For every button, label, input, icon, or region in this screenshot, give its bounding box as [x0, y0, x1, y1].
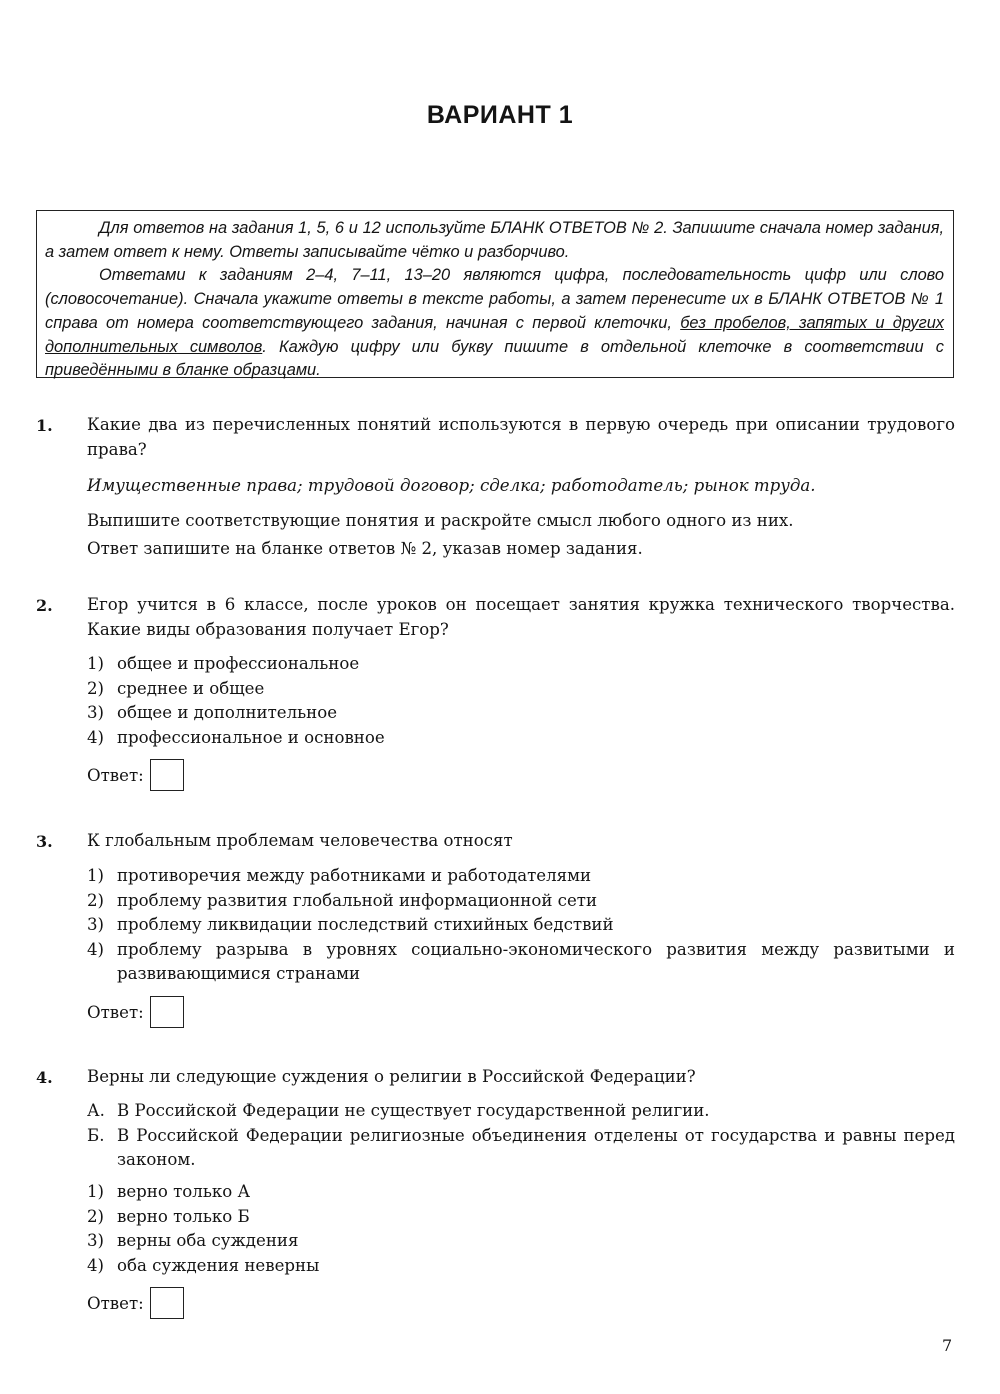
question-2-text — [87, 592, 955, 642]
option-number: 2) — [87, 678, 105, 698]
page-number: 7 — [942, 1336, 953, 1355]
statement-text: В Российской Федерации религиозные объединения отделены от государства и равны перед законом. — [117, 1125, 955, 1169]
question-4-answer — [87, 1287, 184, 1319]
question-3-option — [87, 913, 955, 938]
question-3-prompt: К глобальным проблемам человечества относят — [87, 831, 513, 850]
question-4-options — [87, 1180, 955, 1278]
statement-letter: А. — [87, 1101, 105, 1120]
statement-text: В Российской Федерации не существует государственной религии. — [117, 1101, 710, 1120]
option-number: 2) — [87, 1206, 105, 1226]
question-3-number: 3. — [36, 832, 53, 851]
option-text: проблему ликвидации последствий стихийных бедствий — [117, 915, 614, 934]
option-text: проблему развития глобальной информационной сети — [117, 890, 598, 910]
answer-box[interactable] — [150, 759, 184, 791]
instructions-text: Ответами к заданиям 2–4, 7–11, 13–20 являются цифра, последовательность цифр или слово (словосочетание). Сначала укажите ответы в тексте работы, а затем перенесите их в БЛАНК ОТВЕТОВ № 1 справа от номера соответствующего задания, начиная с первой клеточки, — [45, 266, 944, 332]
question-1-terms: Имущественные права; трудовой договор; сделка; работодатель; рынок труда. — [87, 476, 816, 495]
instructions-paragraph-2 — [45, 264, 944, 383]
question-3-option — [87, 889, 955, 914]
question-1-number: 1. — [36, 416, 53, 435]
instructions-box — [36, 210, 954, 378]
option-number: 3) — [87, 915, 105, 934]
question-1-note: Ответ запишите на бланке ответов № 2, указав номер задания. — [87, 539, 643, 558]
option-text: верно только А — [117, 1182, 251, 1201]
question-4-option — [87, 1180, 955, 1205]
question-2-option — [87, 677, 955, 702]
option-number: 1) — [87, 866, 105, 885]
instructions-underlined: без пробелов, запятых и других дополнительных символов — [45, 313, 944, 356]
question-2-option — [87, 726, 955, 751]
answer-box[interactable] — [150, 1287, 184, 1319]
option-text: верны оба суждения — [117, 1231, 299, 1250]
option-text: оба суждения неверны — [117, 1255, 320, 1275]
instructions-text-end: . Каждую цифру или букву пишите в отдельной клеточке в соответствии с приведёнными в бланке образцами. — [45, 337, 944, 380]
question-1-task: Выпишите соответствующие понятия и раскройте смысл любого одного из них. — [87, 511, 794, 530]
question-2-number: 2. — [36, 596, 53, 615]
option-number: 2) — [87, 890, 105, 910]
question-2-prompt: Егор учится в 6 классе, после уроков он посещает занятия кружка технического творчества. Какие виды образования получает Егор? — [87, 595, 955, 639]
option-text: верно только Б — [117, 1206, 250, 1226]
option-number: 3) — [87, 1231, 105, 1250]
question-3-option — [87, 864, 955, 889]
option-text: общее и профессиональное — [117, 654, 360, 673]
question-2-option — [87, 652, 955, 677]
option-number: 4) — [87, 939, 105, 959]
answer-label: Ответ: — [87, 1002, 144, 1022]
question-4-statements — [87, 1099, 955, 1173]
question-1-text — [87, 412, 955, 462]
answer-label: Ответ: — [87, 765, 144, 785]
option-text: противоречия между работниками и работодателями — [117, 866, 592, 885]
option-text: среднее и общее — [117, 678, 265, 698]
statement-letter: Б. — [87, 1125, 105, 1145]
option-number: 4) — [87, 727, 105, 747]
question-4-statement — [87, 1099, 955, 1124]
question-4-text — [87, 1064, 955, 1089]
question-3-options — [87, 864, 955, 987]
page-title: ВАРИАНТ 1 — [426, 101, 574, 129]
question-3-answer — [87, 996, 184, 1028]
question-4-statement — [87, 1124, 955, 1173]
question-2-option — [87, 701, 955, 726]
question-2-options — [87, 652, 955, 750]
instructions-paragraph-1: Для ответов на задания 1, 5, 6 и 12 используйте БЛАНК ОТВЕТОВ № 2. Запишите сначала номер задания, а затем ответ к нему. Ответы записывайте чётко и разборчиво. — [45, 219, 944, 261]
question-4-option — [87, 1229, 955, 1254]
question-4-prompt: Верны ли следующие суждения о религии в Российской Федерации? — [87, 1067, 696, 1086]
option-number: 3) — [87, 703, 105, 722]
answer-box[interactable] — [150, 996, 184, 1028]
option-number: 4) — [87, 1255, 105, 1275]
question-4-option — [87, 1205, 955, 1230]
question-2-answer — [87, 759, 184, 791]
option-text: профессиональное и основное — [117, 727, 385, 747]
option-text: проблему разрыва в уровнях социально-экономического развития между развитыми и развивающимися странами — [117, 939, 955, 983]
question-1-prompt: Какие два из перечисленных понятий используются в первую очередь при описании трудового права? — [87, 415, 955, 459]
question-3-option — [87, 938, 955, 987]
option-number: 1) — [87, 1182, 105, 1201]
answer-label: Ответ: — [87, 1293, 144, 1313]
option-text: общее и дополнительное — [117, 703, 338, 722]
question-4-number: 4. — [36, 1068, 53, 1087]
question-4-option — [87, 1254, 955, 1279]
option-number: 1) — [87, 654, 105, 673]
question-3-text — [87, 828, 955, 853]
